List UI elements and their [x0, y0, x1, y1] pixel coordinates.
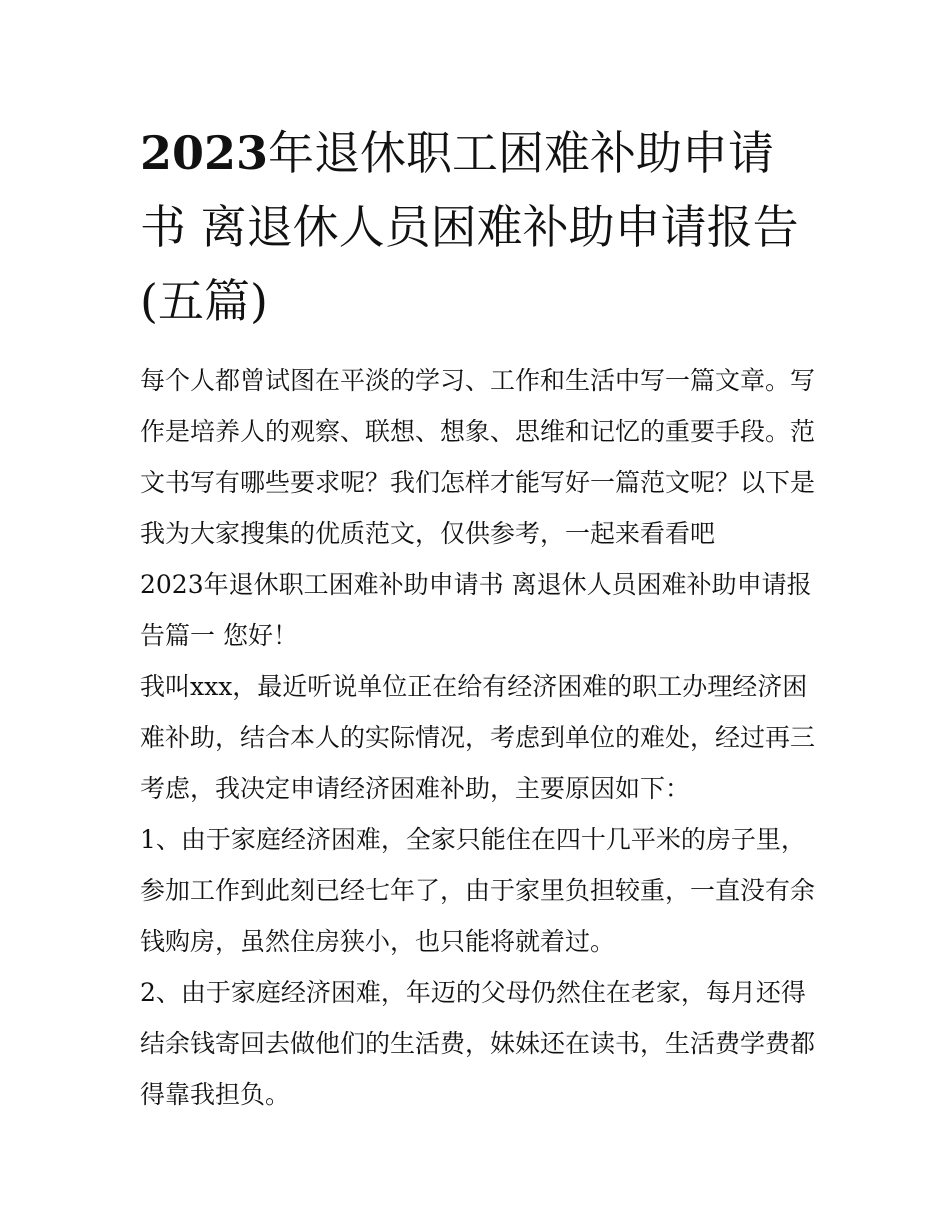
intro-paragraph: 每个人都曾试图在平淡的学习、工作和生活中写一篇文章。写作是培养人的观察、联想、想象、思维和记忆的重要手段。范文书写有哪些要求呢？我们怎样才能写好一篇范文呢？以下是我为大家搜集的优质范文，仅供参考，一起来看看吧: [140, 366, 816, 548]
title-text: 年退休职工困难补助申请书 离退休人员困难补助申请报告(五篇): [140, 126, 799, 328]
document-title: [140, 116, 820, 338]
reason-paragraph-1: 1、由于家庭经济困难，全家只能住在四十几平米的房子里，参加工作到此刻已经七年了，由于家里负担较重，一直没有余钱购房，虽然住房狭小，也只能将就着过。: [140, 825, 816, 956]
section-heading-paragraph: 2023年退休职工困难补助申请书 离退休人员困难补助申请报告篇一 您好！: [140, 570, 812, 650]
title-year: 2023: [140, 126, 269, 180]
reason-paragraph-2: 2、由于家庭经济困难，年迈的父母仍然住在老家，每月还得结余钱寄回去做他们的生活费，妹妹还在读书，生活费学费都得靠我担负。: [140, 978, 816, 1109]
document-body: [140, 355, 820, 1120]
body-paragraph: 我叫xxx，最近听说单位正在给有经济困难的职工办理经济困难补助，结合本人的实际情况，考虑到单位的难处，经过再三考虑，我决定申请经济困难补助，主要原因如下：: [140, 672, 816, 803]
